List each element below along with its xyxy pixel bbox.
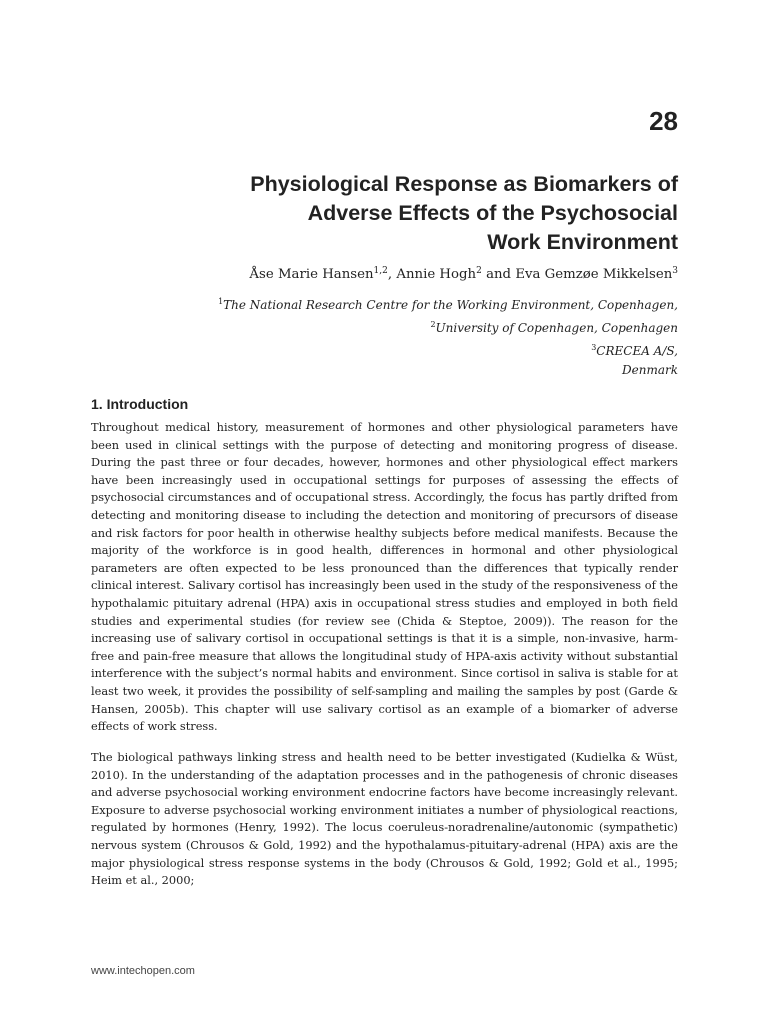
affiliation-mark: 3 bbox=[591, 343, 597, 352]
author-name: Åse Marie Hansen bbox=[249, 267, 374, 282]
chapter-number: 28 bbox=[649, 106, 678, 136]
footer-url: www.intechopen.com bbox=[91, 965, 195, 977]
affiliation-line bbox=[218, 292, 678, 315]
author-list bbox=[249, 266, 678, 282]
section-heading: 1. Introduction bbox=[91, 396, 189, 412]
affiliation-line bbox=[218, 338, 678, 361]
affiliation-text: Denmark bbox=[622, 363, 678, 377]
chapter-title bbox=[118, 170, 678, 257]
chapter-title-line-2: Adverse Effects of the Psychosocial bbox=[307, 201, 678, 225]
affiliation-mark: 1 bbox=[218, 297, 224, 306]
author-affiliation-mark: 3 bbox=[672, 266, 678, 276]
author-name: Eva Gemzøe Mikkelsen bbox=[515, 267, 673, 282]
body-paragraph-2: The biological pathways linking stress and health need to be better investigated (Kudielka & Wüst, 2010). In the understanding of the adaptation processes and in the pathogenesis of chronic diseases and adverse psychosocial working environment endocrine factors have become increasingly relevant. Exposure to adverse psychosocial working environment initiates a number of physiological reactions, regulated by hormones (Henry, 1992). The locus coeruleus-noradrenaline/autonomic (sympathetic) nervous system (Chrousos & Gold, 1992) and the hypothalamus-pituitary-adrenal (HPA) axis are the major physiological stress response systems in the body (Chrousos & Gold, 1992; Gold et al., 1995; Heim et al., 2000; bbox=[91, 750, 678, 888]
author-affiliation-mark: 1,2 bbox=[373, 266, 388, 276]
author-separator: , bbox=[387, 267, 397, 282]
author-name: Annie Hogh bbox=[396, 267, 477, 282]
body-paragraph-1: Throughout medical history, measurement of hormones and other physiological parameters have been used in clinical settings with the purpose of detecting and monitoring progress of disease. During the past three or four decades, however, hormones and other physiological effect markers have been increasingly used in occupational settings for purposes of assessing the effects of psychosocial circumstances and of occupational stress. Accordingly, the focus has partly drifted from detecting and monitoring disease to including the detection and monitoring of precursors of disease and risk factors for poor health in otherwise healthy subjects before medical manifests. Because the majority of the workforce is in good health, differences in hormonal and other physiological parameters are often expected to be less pronounced than the differences that typically render clinical interest. Salivary cortisol has increasingly been used in the study of the responsiveness of the hypothalamic pituitary adrenal (HPA) axis in occupational stress studies and employed in both field studies and experimental studies (for review see (Chida & Steptoe, 2009)). The reason for the increasing use of salivary cortisol in occupational settings is that it is a simple, non-invasive, harm-free and pain-free measure that allows the longitudinal study of HPA-axis activity without substantial interference with the subject’s normal habits and environment. Since cortisol in saliva is stable for at least two week, it provides the possibility of self-sampling and mailing the samples by post (Garde & Hansen, 2005b). This chapter will use salivary cortisol as an example of a biomarker of adverse effects of work stress. bbox=[91, 420, 678, 734]
chapter-title-line-1: Physiological Response as Biomarkers of bbox=[250, 172, 678, 196]
affiliation-line bbox=[218, 315, 678, 338]
chapter-title-line-3: Work Environment bbox=[487, 230, 678, 254]
affiliation-text: CRECEA A/S, bbox=[596, 344, 678, 358]
affiliation-text: The National Research Centre for the Working Environment, Copenhagen, bbox=[223, 298, 678, 312]
affiliation-line bbox=[218, 361, 678, 380]
affiliation-list bbox=[218, 292, 678, 380]
affiliation-text: University of Copenhagen, Copenhagen bbox=[435, 321, 678, 335]
affiliation-mark: 2 bbox=[430, 320, 436, 329]
author-separator: and bbox=[481, 267, 516, 282]
author-affiliation-mark: 2 bbox=[476, 266, 482, 276]
